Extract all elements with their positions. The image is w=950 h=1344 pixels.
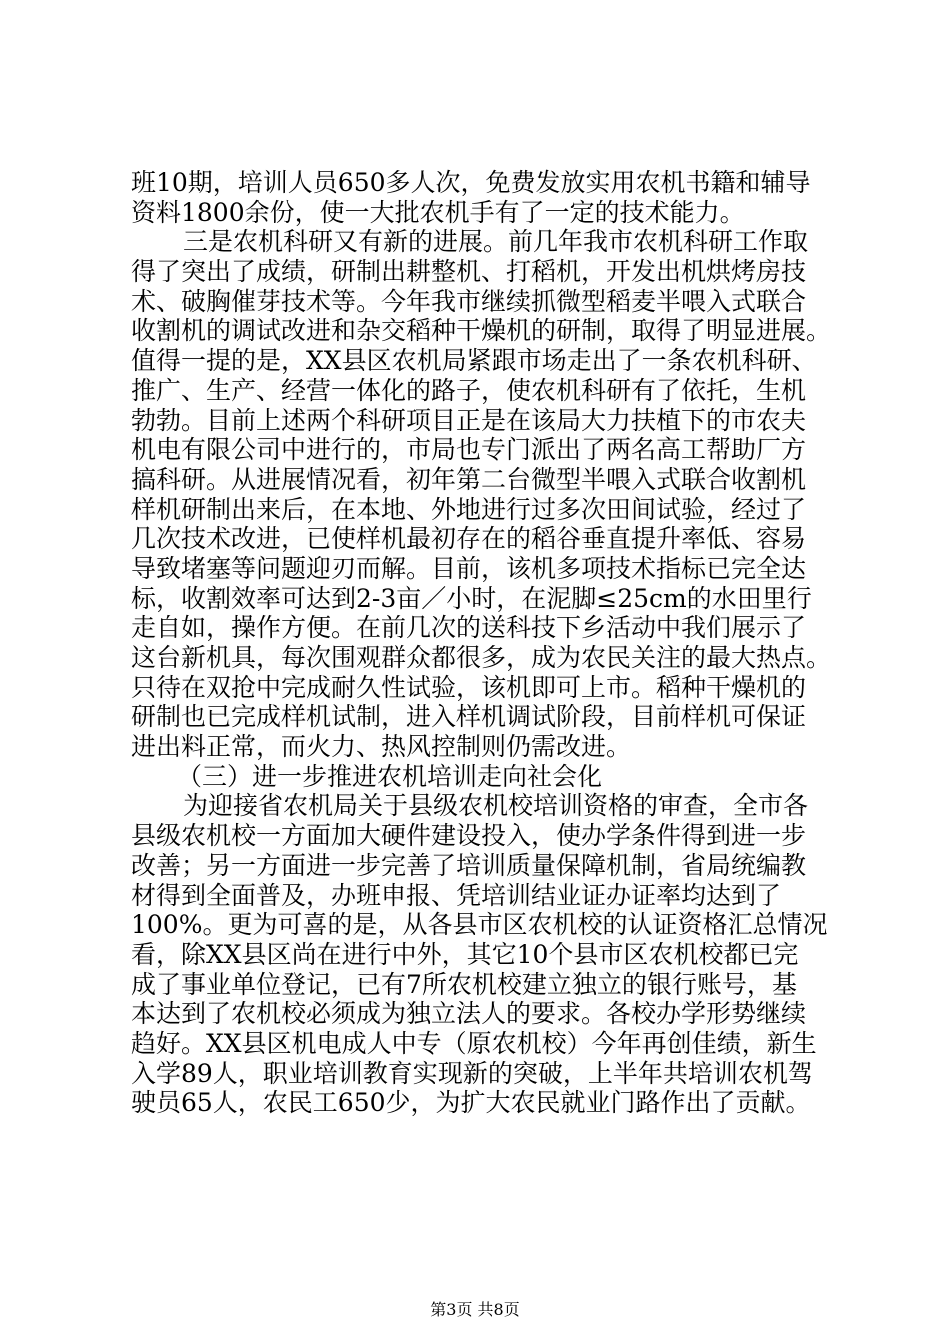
text-line: 只待在双抢中完成耐久性试验，该机即可上市。稻种干燥机的	[131, 672, 807, 702]
section-heading: （三）进一步推进农机培训走向社会化	[177, 761, 603, 791]
paragraph-start-line: 为迎接省农机局关于县级农机校培训资格的审查，全市各	[183, 791, 809, 821]
text-line: 几次技术改进，已使样机最初存在的稻谷垂直提升率低、容易	[131, 524, 807, 554]
text-line: 看，除XX县区尚在进行中外，其它10个县市区农机校都已完	[131, 939, 799, 969]
text-line: 材得到全面普及，办班申报、凭培训结业证办证率均达到了	[131, 880, 782, 910]
text-line: 改善；另一方面进一步完善了培训质量保障机制，省局统编教	[131, 850, 807, 880]
text-line: 机电有限公司中进行的，市局也专门派出了两名高工帮助厂方	[131, 435, 807, 465]
text-line: 班10期，培训人员650多人次，免费发放实用农机书籍和辅导	[131, 168, 811, 197]
text-line: 入学89人，职业培训教育实现新的突破，上半年共培训农机驾	[131, 1058, 813, 1088]
text-line: 县级农机校一方面加大硬件建设投入，使办学条件得到进一步	[131, 821, 807, 851]
text-line: 勃勃。目前上述两个科研项目正是在该局大力扶植下的市农夫	[131, 405, 807, 435]
text-line: 搞科研。从进展情况看，初年第二台微型半喂入式联合收割机	[131, 464, 807, 494]
text-line: 得了突出了成绩，研制出耕整机、打稻机，开发出机烘烤房技	[131, 257, 807, 287]
text-line: 导致堵塞等问题迎刃而解。目前，该机多项技术指标已完全达	[131, 553, 807, 583]
text-line: 研制也已完成样机试制，进入样机调试阶段，目前样机可保证	[131, 702, 807, 732]
text-line: 推广、生产、经营一体化的路子，使农机科研有了依托，生机	[131, 375, 807, 405]
text-line: 这台新机具，每次围观群众都很多，成为农民关注的最大热点。	[131, 643, 832, 672]
text-line: 样机研制出来后，在本地、外地进行过多次田间试验，经过了	[131, 494, 807, 524]
body-text	[131, 168, 851, 1118]
text-line: 成了事业单位登记，已有7所农机校建立独立的银行账号，基	[131, 969, 797, 999]
page-number-footer: 第3页 共8页	[430, 1300, 520, 1319]
text-line: 收割机的调试改进和杂交稻种干燥机的研制，取得了明显进展。	[131, 316, 832, 346]
text-line: 走自如，操作方便。在前几次的送科技下乡活动中我们展示了	[131, 613, 807, 643]
text-line: 资料1800余份，使一大批农机手有了一定的技术能力。	[131, 197, 745, 227]
text-line: 本达到了农机校必须成为独立法人的要求。各校办学形势继续	[131, 999, 807, 1029]
paragraph-start-line: 三是农机科研又有新的进展。前几年我市农机科研工作取	[183, 227, 809, 257]
text-line: 术、破胸催芽技术等。今年我市继续抓微型稻麦半喂入式联合	[131, 286, 807, 316]
text-line: 100%。更为可喜的是，从各县市区农机校的认证资格汇总情况	[131, 910, 828, 940]
text-line: 标，收割效率可达到2-3亩／小时，在泥脚≤25cm的水田里行	[131, 583, 812, 613]
text-line: 趋好。XX县区机电成人中专（原农机校）今年再创佳绩，新生	[131, 1028, 817, 1058]
text-line: 值得一提的是，XX县区农机局紧跟市场走出了一条农机科研、	[131, 346, 817, 376]
text-line: 进出料正常，而火力、热风控制则仍需改进。	[131, 732, 632, 762]
text-line: 驶员65人，农民工650少，为扩大农民就业门路作出了贡献。	[131, 1088, 811, 1118]
